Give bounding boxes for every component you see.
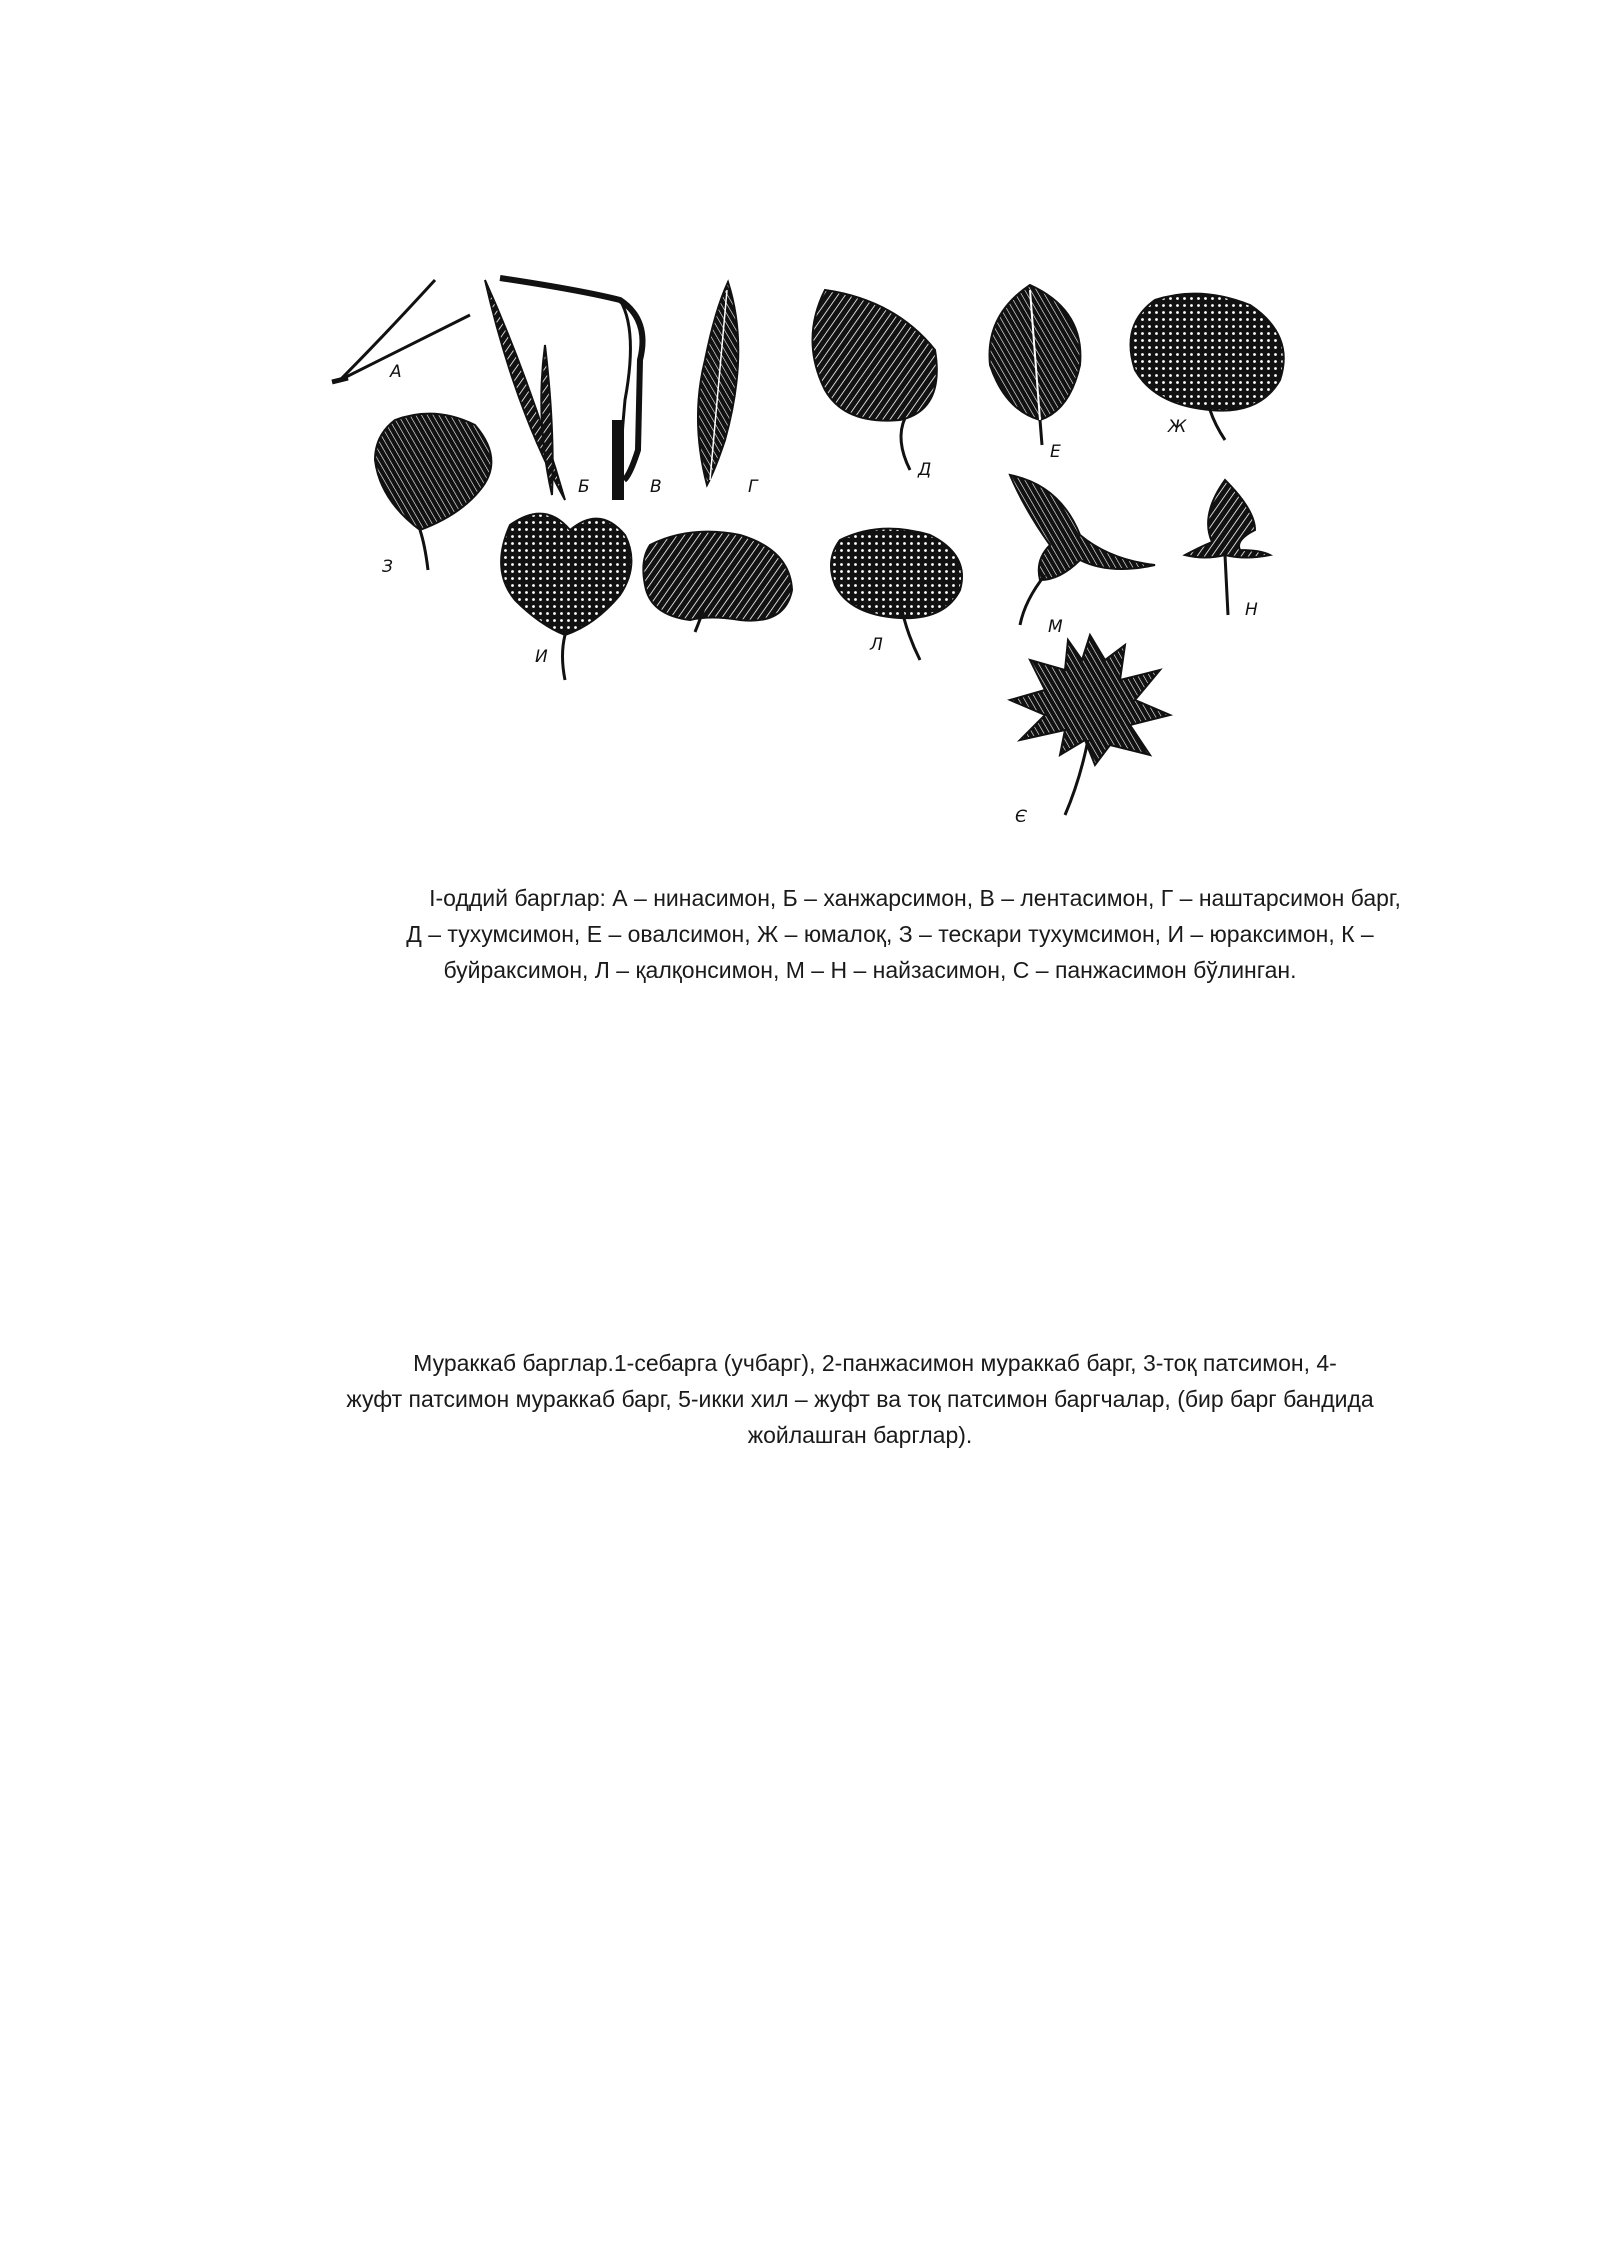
leaf-m-hastate (1010, 475, 1155, 625)
leaf-label-z: З (382, 557, 393, 577)
leaf-label-d: Д (918, 460, 932, 480)
caption-compound-line-2: жуфт патсимон мураккаб барг, 5-икки хил – жуфт ва тоқ патсимон баргчалар, (бир барг бандида (346, 1386, 1374, 1412)
leaf-label-l: Л (870, 635, 883, 655)
leaf-z-obovate (375, 414, 491, 570)
leaf-k-reniform (643, 532, 792, 632)
caption-compound-line-3: жойлашган барглар). (747, 1422, 973, 1448)
leaf-n-sagittate (1185, 480, 1270, 615)
caption-simple-line-2: Д – тухумсимон, Е – овалсимон, Ж – юмалоқ, З – тескари тухумсимон, И – юраксимон, К – (406, 921, 1374, 947)
leaf-e-oval (990, 285, 1081, 445)
leaf-label-ye: Є (1015, 807, 1027, 827)
caption-simple-leaves (290, 880, 1490, 988)
caption-compound-leaves (240, 1345, 1480, 1453)
leaf-label-v: В (650, 477, 662, 497)
leaf-label-a: А (390, 362, 402, 382)
leaf-d-ovate (813, 290, 937, 470)
leaf-label-m: М (1048, 617, 1063, 637)
leaf-b-dagger (485, 280, 565, 500)
caption-simple-line-3: буйраксимон, Л – қалқонсимон, М – Н – найзасимон, С – панжасимон бўлинган. (443, 957, 1297, 983)
leaf-label-n: Н (1245, 600, 1258, 620)
leaf-label-g: Г (748, 477, 758, 497)
caption-simple-line-1: I-оддий барглар: А – нинасимон, Б – ханжарсимон, В – лентасимон, Г – наштарсимон барг, (429, 885, 1401, 911)
caption-compound-line-1: Мураккаб барглар.1-себарга (учбарг), 2-панжасимон мураккаб барг, 3-тоқ патсимон, 4- (413, 1350, 1337, 1376)
leaf-g-lanceolate (698, 282, 738, 485)
leaf-label-i: И (535, 647, 548, 667)
leaf-label-zh: Ж (1168, 417, 1187, 437)
leaf-l-peltate (831, 529, 962, 660)
leaf-i-cordate (501, 514, 631, 680)
leaf-ye-palmate (1010, 635, 1170, 815)
leaf-label-b: Б (578, 477, 590, 497)
leaf-zh-round (1131, 294, 1284, 440)
leaf-shapes-figure (320, 260, 1340, 850)
leaf-label-e: Е (1050, 442, 1061, 462)
